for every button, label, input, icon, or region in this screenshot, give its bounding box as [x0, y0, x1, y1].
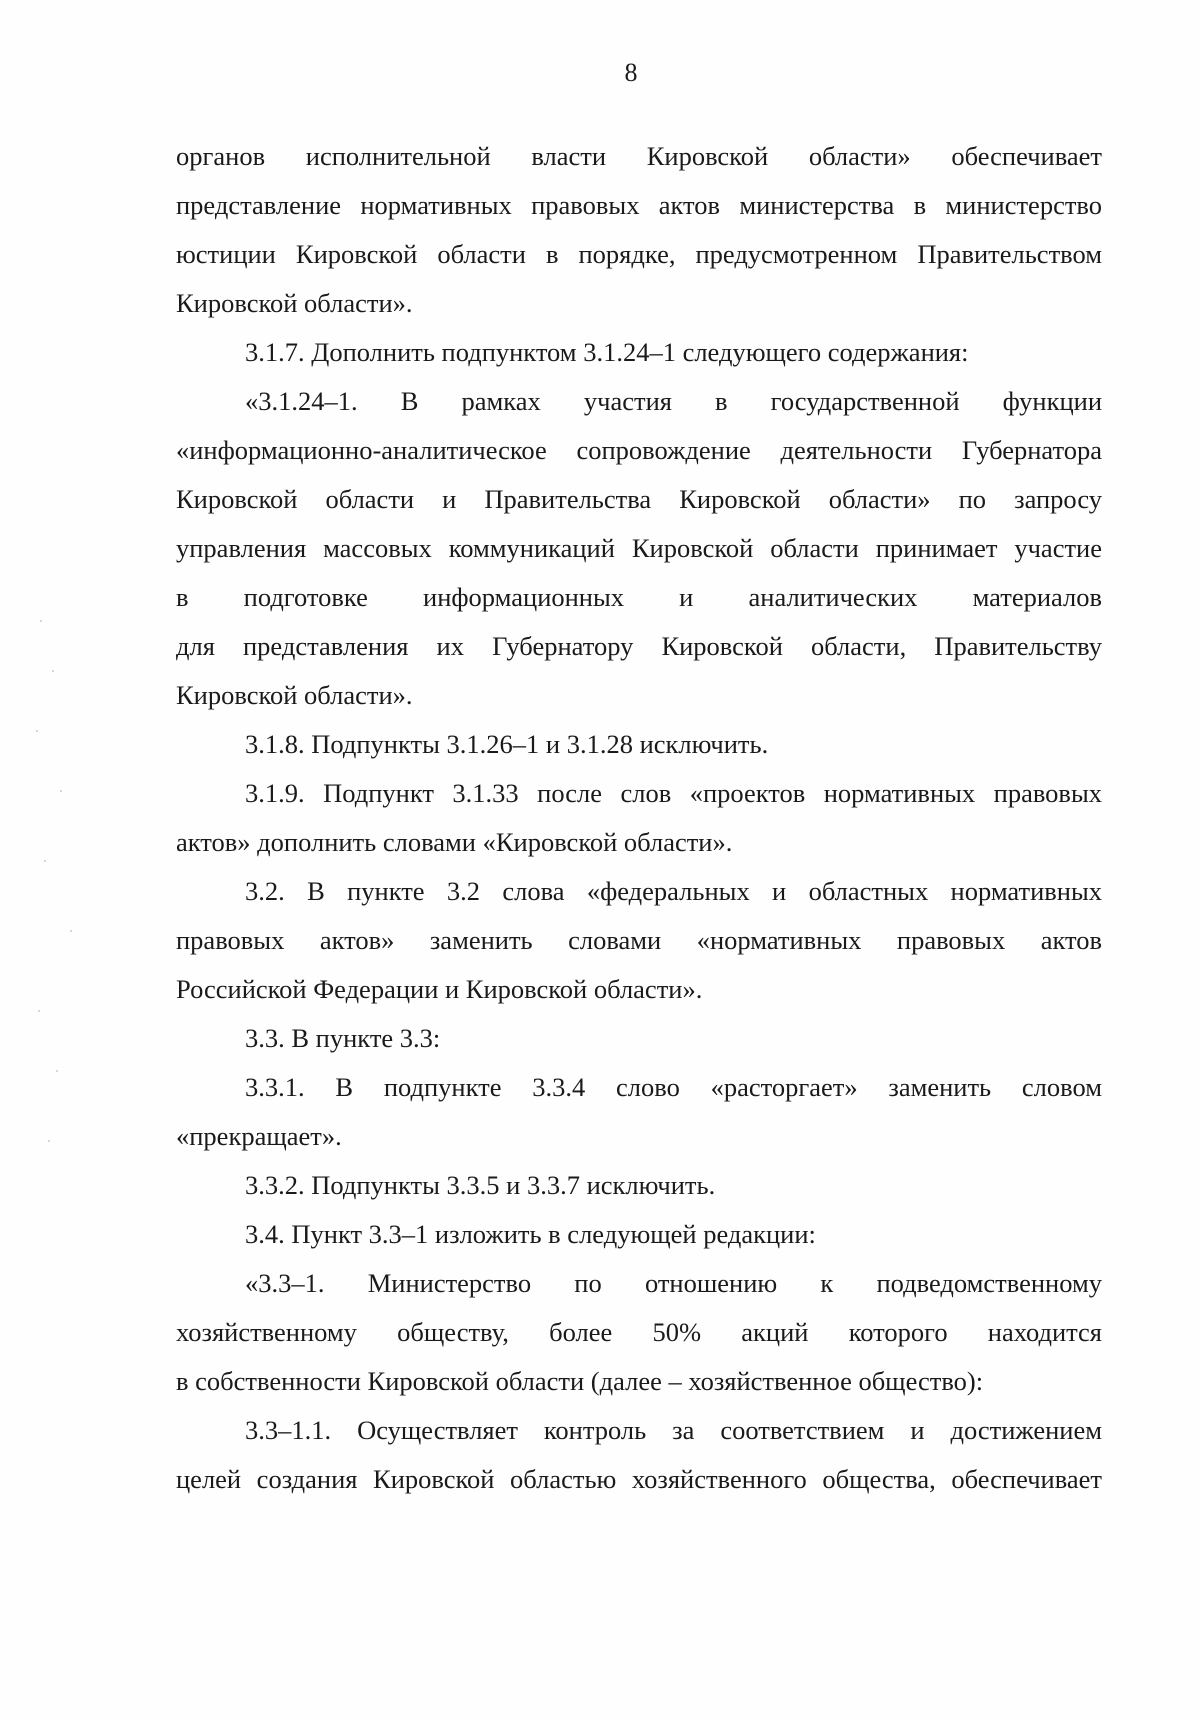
paragraph [176, 1406, 1102, 1504]
text-line: в подготовке информационных и аналитических материалов [176, 582, 1102, 612]
paragraph [176, 132, 1102, 328]
text-line: Кировской области и Правительства Кировской области» по запросу [176, 484, 1102, 514]
text-line: 3.3.2. Подпункты 3.3.5 и 3.3.7 исключить. [245, 1170, 716, 1200]
text-line: «информационно-аналитическое сопровождение деятельности Губернатора [176, 435, 1102, 465]
paragraph [176, 328, 1102, 377]
text-line: Кировской области». [176, 288, 413, 318]
paragraph [176, 1014, 1102, 1063]
text-line: целей создания Кировской областью хозяйственного общества, обеспечивает [176, 1464, 1102, 1494]
text-line: 3.1.9. Подпункт 3.1.33 после слов «проектов нормативных правовых [245, 778, 1102, 808]
text-line: 3.3.1. В подпункте 3.3.4 слово «расторгает» заменить словом [245, 1072, 1102, 1102]
paragraph [176, 720, 1102, 769]
text-line: «3.3–1. Министерство по отношению к подведомственному [245, 1268, 1102, 1298]
text-line: для представления их Губернатору Кировской области, Правительству [176, 631, 1102, 661]
text-line: Кировской области». [176, 680, 413, 710]
page-number: 8 [624, 58, 638, 87]
text-line: актов» дополнить словами «Кировской области». [176, 827, 733, 857]
text-line: 3.2. В пункте 3.2 слова «федеральных и областных нормативных [245, 876, 1102, 906]
paragraph [176, 769, 1102, 867]
text-line: Российской Федерации и Кировской области». [176, 974, 703, 1004]
document-body [176, 132, 1102, 1504]
text-line: юстиции Кировской области в порядке, предусмотренном Правительством [176, 239, 1102, 269]
text-line: представление нормативных правовых актов министерства в министерство [176, 190, 1102, 220]
paragraph [176, 1063, 1102, 1161]
text-line: хозяйственному обществу, более 50% акций которого находится [176, 1317, 1102, 1347]
text-line: 3.1.7. Дополнить подпунктом 3.1.24–1 следующего содержания: [245, 337, 969, 367]
paragraph [176, 867, 1102, 1014]
text-line: в собственности Кировской области (далее – хозяйственное общество): [176, 1366, 984, 1396]
text-line: управления массовых коммуникаций Кировской области принимает участие [176, 533, 1102, 563]
text-line: 3.3. В пункте 3.3: [245, 1023, 441, 1053]
text-line: органов исполнительной власти Кировской области» обеспечивает [176, 141, 1102, 171]
paragraph [176, 377, 1102, 720]
text-line: 3.4. Пункт 3.3–1 изложить в следующей редакции: [245, 1219, 816, 1249]
text-line: «3.1.24–1. В рамках участия в государственной функции [245, 386, 1102, 416]
paragraph [176, 1210, 1102, 1259]
text-line: правовых актов» заменить словами «нормативных правовых актов [176, 925, 1102, 955]
text-line: 3.1.8. Подпункты 3.1.26–1 и 3.1.28 исключить. [245, 729, 769, 759]
text-line: 3.3–1.1. Осуществляет контроль за соответствием и достижением [245, 1415, 1102, 1445]
paragraph [176, 1161, 1102, 1210]
scan-noise [30, 600, 90, 1200]
text-line: «прекращает». [176, 1121, 342, 1151]
paragraph [176, 1259, 1102, 1406]
